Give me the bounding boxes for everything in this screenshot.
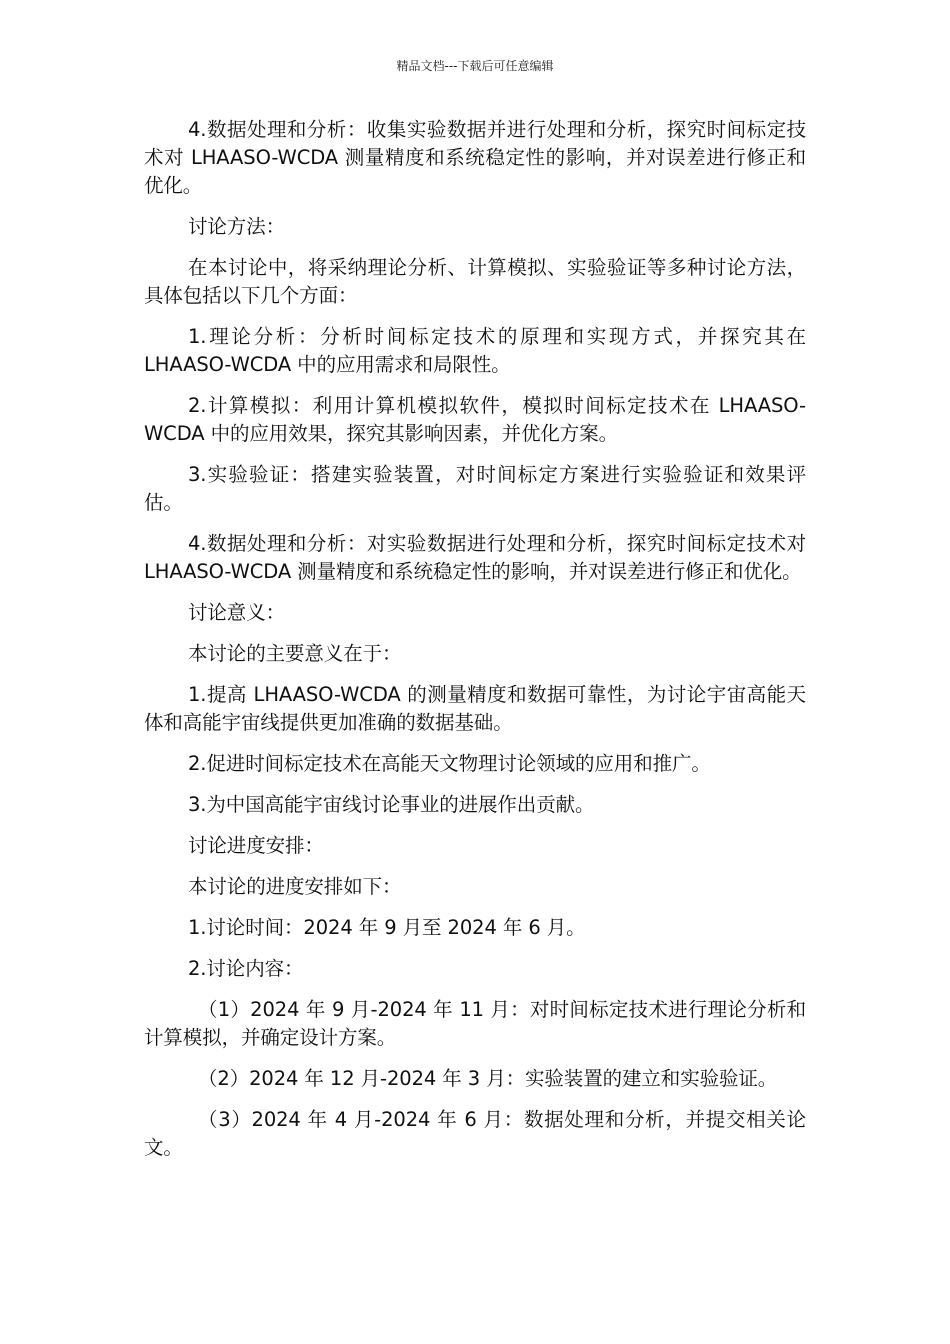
document-body [144,116,806,1175]
paragraph-data-processing-2: 4.数据处理和分析：对实验数据进行处理和分析，探究时间标定技术对 LHAASO-WCDA 测量精度和系统稳定性的影响，并对误差进行修正和优化。 [144,532,806,583]
paragraph-data-processing-1: 4.数据处理和分析：收集实验数据并进行处理和分析，探究时间标定技术对 LHAASO-WCDA 测量精度和系统稳定性的影响，并对误差进行修正和优化。 [144,118,806,197]
heading-schedule: 讨论进度安排： [188,834,324,857]
paragraph-schedule-phase-1: （1）2024 年 9 月-2024 年 11 月：对时间标定技术进行理论分析和计算模拟，并确定设计方案。 [144,998,806,1049]
paragraph-significance-1: 1.提高 LHAASO-WCDA 的测量精度和数据可靠性，为讨论宇宙高能天体和高能宇宙线提供更加准确的数据基础。 [144,683,806,734]
paragraph-methods-intro: 在本讨论中，将采纳理论分析、计算模拟、实验验证等多种讨论方法，具体包括以下几个方面： [144,256,806,307]
paragraph-schedule-content: 2.讨论内容： [188,957,304,980]
paragraph-significance-3: 3.为中国高能宇宙线讨论事业的进展作出贡献。 [188,793,595,816]
paragraph-simulation: 2.计算模拟：利用计算机模拟软件，模拟时间标定技术在 LHAASO-WCDA 中的应用效果，探究其影响因素，并优化方案。 [144,394,806,445]
heading-significance: 讨论意义： [188,601,286,624]
heading-methods: 讨论方法： [188,215,286,238]
page-header: 精品文档---下载后可任意编辑 [396,59,554,73]
paragraph-schedule-time: 1.讨论时间：2024 年 9 月至 2024 年 6 月。 [188,916,586,939]
paragraph-schedule-phase-3: （3）2024 年 4 月-2024 年 6 月：数据处理和分析，并提交相关论文。 [144,1108,806,1159]
paragraph-schedule-intro: 本讨论的进度安排如下： [188,875,402,898]
paragraph-schedule-phase-2: （2）2024 年 12 月-2024 年 3 月：实验装置的建立和实验验证。 [198,1067,778,1090]
paragraph-theory-analysis: 1.理论分析：分析时间标定技术的原理和实现方式，并探究其在 LHAASO-WCDA 中的应用需求和局限性。 [144,325,806,376]
paragraph-significance-2: 2.促进时间标定技术在高能天文物理讨论领域的应用和推广。 [188,752,711,775]
paragraph-significance-intro: 本讨论的主要意义在于： [188,642,402,665]
paragraph-experiment: 3.实验验证：搭建实验装置，对时间标定方案进行实验验证和效果评估。 [144,463,806,514]
